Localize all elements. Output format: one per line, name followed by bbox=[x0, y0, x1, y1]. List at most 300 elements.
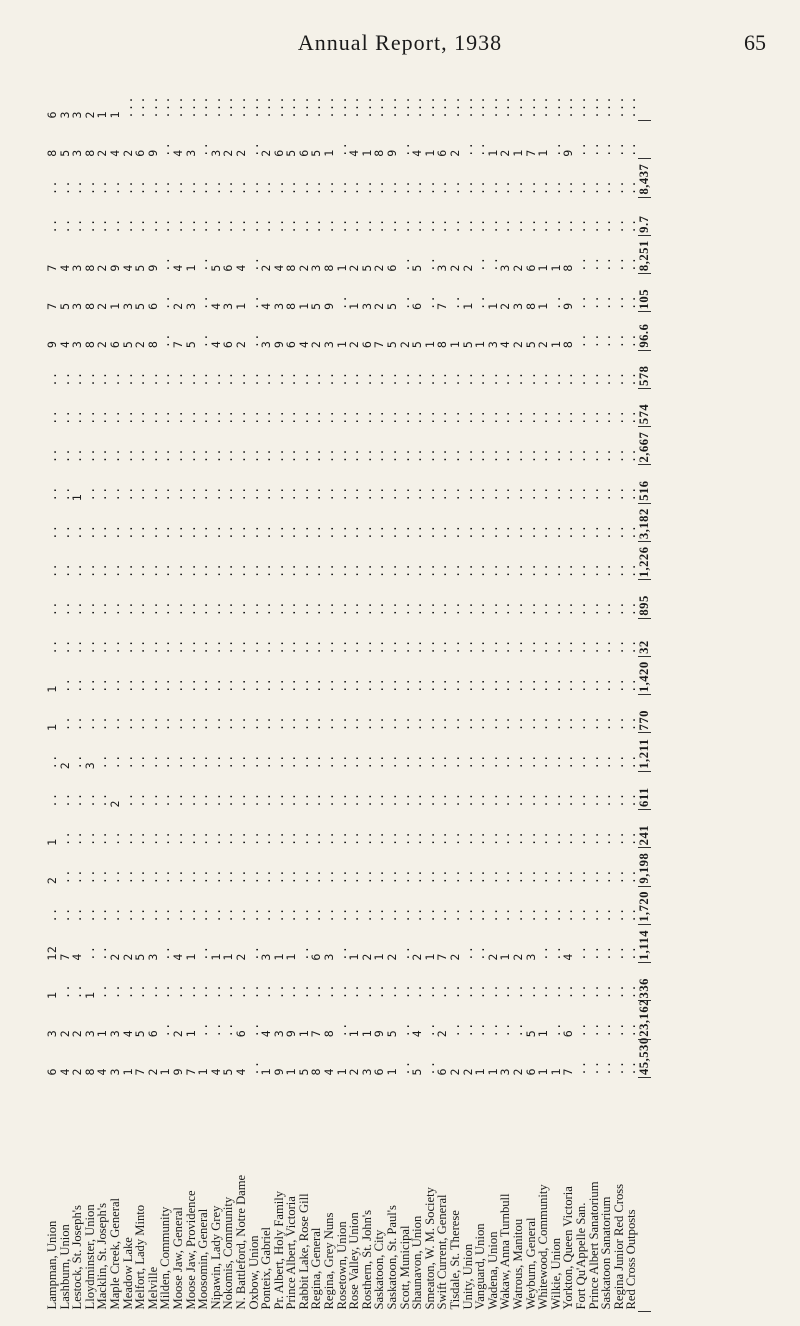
stat-cell: .. bbox=[133, 983, 148, 999]
stat-cell: .. bbox=[385, 448, 400, 463]
stat-cell: .. bbox=[422, 562, 437, 578]
stat-cell: .. bbox=[460, 180, 475, 196]
stat-cell: 1 bbox=[347, 953, 362, 961]
stat-cell: .. bbox=[448, 907, 462, 923]
stat-cell: .. bbox=[372, 562, 387, 578]
hospital-name: Regina, Grey Nuns bbox=[322, 1212, 337, 1310]
stat-cell: .. bbox=[322, 754, 337, 770]
stat-cell: 1 bbox=[536, 264, 551, 272]
stat-cell: 7 bbox=[435, 302, 450, 310]
stat-cell: .. bbox=[510, 1022, 525, 1038]
stat-cell: 3 bbox=[498, 1068, 513, 1076]
stat-cell: .. bbox=[208, 371, 223, 387]
stat-cell: .. bbox=[422, 256, 437, 272]
stat-cell: .. bbox=[45, 907, 59, 923]
stat-cell: .. bbox=[82, 180, 97, 196]
stat-cell: .. bbox=[498, 409, 513, 425]
stat-cell: ... bbox=[208, 96, 223, 119]
stat-cell: .. bbox=[70, 639, 85, 655]
stat-cell: .. bbox=[208, 448, 223, 463]
stat-cell: .. bbox=[485, 562, 500, 578]
stat-cell: 7 bbox=[45, 302, 59, 310]
stat-cell: 1 bbox=[322, 149, 337, 157]
stat-cell: .. bbox=[246, 677, 261, 693]
hospital-name: Lampman, Union bbox=[45, 1220, 59, 1310]
stat-cell: .. bbox=[145, 180, 160, 196]
stat-cell: .. bbox=[548, 141, 563, 157]
stat-cell: .. bbox=[599, 256, 614, 272]
stat-cell: .. bbox=[284, 754, 299, 770]
stat-cell: .. bbox=[410, 180, 425, 196]
stat-cell: .. bbox=[196, 409, 211, 425]
stat-cell: .. bbox=[221, 869, 236, 885]
table-row bbox=[512, 82, 525, 1312]
stat-cell: 9 bbox=[372, 1029, 387, 1038]
stat-cell: .. bbox=[70, 754, 85, 770]
stat-cell: .. bbox=[107, 524, 122, 540]
stat-cell: .. bbox=[221, 639, 236, 655]
stat-cell: 2 bbox=[95, 302, 110, 310]
stat-cell: .. bbox=[120, 218, 135, 234]
stat-cell: 1 bbox=[208, 953, 223, 961]
stat-cell: 1 bbox=[385, 1068, 400, 1076]
stat-cell: .. bbox=[158, 1022, 173, 1038]
stat-cell: .. bbox=[611, 601, 626, 617]
stat-cell: .. bbox=[221, 562, 236, 578]
stat-cell: .. bbox=[624, 409, 639, 425]
stat-cell: .. bbox=[498, 371, 513, 387]
stat-cell: ... bbox=[259, 96, 274, 119]
stat-cell: .. bbox=[309, 371, 324, 387]
total-cell: 574 bbox=[638, 388, 651, 426]
stat-cell: .. bbox=[284, 792, 299, 808]
stat-cell: .. bbox=[460, 716, 475, 731]
stat-cell: .. bbox=[448, 639, 462, 655]
stat-cell: .. bbox=[485, 218, 500, 234]
stat-cell: .. bbox=[259, 409, 274, 425]
stat-cell: .. bbox=[422, 294, 437, 310]
stat-cell: 1 bbox=[107, 302, 122, 310]
hospital-name: Scott, Municipal bbox=[397, 1225, 412, 1310]
stat-cell: .. bbox=[561, 716, 576, 731]
stat-cell: .. bbox=[334, 218, 349, 234]
stat-cell: 1 bbox=[120, 1068, 135, 1076]
stat-cell: .. bbox=[221, 830, 236, 846]
stat-cell: ... bbox=[397, 96, 412, 119]
stat-cell: .. bbox=[133, 830, 148, 846]
stat-cell: .. bbox=[158, 524, 173, 540]
stat-cell: .. bbox=[208, 1022, 223, 1038]
stat-cell: 2 bbox=[460, 1068, 475, 1076]
total-cell: 96.6 bbox=[638, 312, 651, 350]
stat-cell: .. bbox=[309, 907, 324, 923]
stat-cell: .. bbox=[611, 256, 626, 272]
stat-cell: .. bbox=[599, 448, 614, 463]
stat-cell: .. bbox=[309, 639, 324, 655]
stat-cell: .. bbox=[586, 792, 601, 808]
stat-cell: .. bbox=[536, 830, 551, 846]
stat-cell: 1 bbox=[498, 953, 513, 961]
stat-cell: 5 bbox=[309, 302, 324, 310]
stat-cell: 2 bbox=[95, 340, 110, 349]
stat-cell: .. bbox=[473, 792, 488, 808]
stat-cell: .. bbox=[448, 524, 462, 540]
stat-cell: .. bbox=[246, 907, 261, 923]
stat-cell: 5 bbox=[120, 340, 135, 349]
stat-cell: .. bbox=[397, 639, 412, 655]
stat-cell: 5 bbox=[523, 340, 538, 349]
stat-cell: 7 bbox=[133, 1068, 148, 1076]
table-row bbox=[235, 82, 248, 1312]
stat-cell: .. bbox=[309, 218, 324, 234]
stat-cell: .. bbox=[120, 830, 135, 846]
stat-cell: .. bbox=[133, 218, 148, 234]
stat-cell: .. bbox=[523, 218, 538, 234]
stat-cell: .. bbox=[45, 409, 59, 425]
stat-cell: 6 bbox=[296, 149, 311, 157]
stat-cell: .. bbox=[284, 524, 299, 540]
table-row bbox=[474, 82, 487, 1312]
stat-cell: .. bbox=[57, 792, 72, 808]
hospital-name: Meadow Lake bbox=[120, 1237, 135, 1310]
stat-cell: 6 bbox=[107, 340, 122, 349]
stat-cell: .. bbox=[196, 792, 211, 808]
stat-cell: .. bbox=[435, 601, 450, 617]
stat-cell: 1 bbox=[45, 991, 59, 999]
stat-cell: .. bbox=[523, 677, 538, 693]
stat-cell: .. bbox=[183, 677, 198, 693]
stat-cell: .. bbox=[397, 1022, 412, 1038]
stat-cell: .. bbox=[397, 677, 412, 693]
stat-cell: .. bbox=[57, 907, 72, 923]
stat-cell: .. bbox=[183, 486, 198, 502]
stat-cell: 3 bbox=[82, 1029, 97, 1038]
stat-cell: .. bbox=[271, 677, 286, 693]
stat-cell: .. bbox=[208, 907, 223, 923]
stat-cell: .. bbox=[573, 830, 588, 846]
stat-cell: .. bbox=[196, 983, 211, 999]
stat-cell: 6 bbox=[523, 1068, 538, 1076]
stat-cell: .. bbox=[611, 792, 626, 808]
stat-cell: .. bbox=[422, 639, 437, 655]
stat-cell: .. bbox=[246, 371, 261, 387]
stat-cell: .. bbox=[410, 601, 425, 617]
stat-cell: .. bbox=[208, 639, 223, 655]
stat-cell: 8 bbox=[523, 302, 538, 310]
stat-cell: .. bbox=[410, 371, 425, 387]
stat-cell: .. bbox=[536, 524, 551, 540]
stat-cell: .. bbox=[573, 601, 588, 617]
stat-cell: ... bbox=[611, 96, 626, 119]
stat-cell: .. bbox=[586, 677, 601, 693]
stat-cell: .. bbox=[561, 409, 576, 425]
stat-cell: .. bbox=[158, 141, 173, 157]
stat-cell: ... bbox=[410, 96, 425, 119]
stat-cell: 1 bbox=[45, 723, 59, 731]
stat-cell: .. bbox=[296, 907, 311, 923]
stat-cell: .. bbox=[498, 1022, 513, 1038]
stat-cell: .. bbox=[460, 562, 475, 578]
stat-cell: .. bbox=[372, 907, 387, 923]
stat-cell: ... bbox=[271, 96, 286, 119]
stat-cell: 5 bbox=[385, 1029, 400, 1038]
stat-cell: .. bbox=[233, 830, 248, 846]
stat-cell: .. bbox=[208, 869, 223, 885]
table-row bbox=[537, 82, 550, 1312]
stat-cell: .. bbox=[95, 754, 110, 770]
stat-cell: .. bbox=[510, 218, 525, 234]
stat-cell: .. bbox=[309, 983, 324, 999]
stat-cell: .. bbox=[548, 448, 563, 463]
stat-cell: .. bbox=[120, 486, 135, 502]
stat-cell: .. bbox=[158, 371, 173, 387]
stat-cell: .. bbox=[359, 754, 374, 770]
stat-cell: 4 bbox=[233, 264, 248, 272]
stat-cell: .. bbox=[448, 486, 462, 502]
stat-cell: .. bbox=[485, 830, 500, 846]
stat-cell: 6 bbox=[359, 340, 374, 349]
stat-cell: .. bbox=[259, 792, 274, 808]
stat-cell: .. bbox=[611, 218, 626, 234]
stat-cell: 8 bbox=[372, 149, 387, 157]
stat-cell: .. bbox=[322, 983, 337, 999]
stat-cell: .. bbox=[271, 601, 286, 617]
stat-cell: .. bbox=[624, 524, 639, 540]
stat-cell: 3 bbox=[82, 761, 97, 770]
stat-cell: .. bbox=[422, 486, 437, 502]
stat-cell: .. bbox=[322, 409, 337, 425]
stat-cell: .. bbox=[397, 983, 412, 999]
stat-cell: .. bbox=[284, 371, 299, 387]
stat-cell: .. bbox=[334, 371, 349, 387]
stat-cell: .. bbox=[548, 754, 563, 770]
stat-cell: .. bbox=[397, 1060, 412, 1076]
stat-cell: 9 bbox=[145, 264, 160, 272]
stat-cell: .. bbox=[347, 639, 362, 655]
stat-cell: .. bbox=[158, 983, 173, 999]
stat-cell: ... bbox=[284, 96, 299, 119]
stat-cell: .. bbox=[70, 180, 85, 196]
stat-cell: 4 bbox=[95, 1068, 110, 1076]
stat-cell: .. bbox=[233, 792, 248, 808]
stat-cell: .. bbox=[385, 639, 400, 655]
stat-cell: .. bbox=[347, 869, 362, 885]
stat-cell: .. bbox=[435, 448, 450, 463]
stat-cell: .. bbox=[510, 716, 525, 731]
stat-cell: .. bbox=[133, 907, 148, 923]
stat-cell: .. bbox=[397, 869, 412, 885]
stat-cell: .. bbox=[485, 639, 500, 655]
stat-cell: .. bbox=[385, 218, 400, 234]
stat-cell: .. bbox=[536, 983, 551, 999]
total-cell: 3,182 bbox=[638, 503, 651, 541]
stat-cell: .. bbox=[296, 639, 311, 655]
stat-cell: .. bbox=[82, 371, 97, 387]
stat-cell: .. bbox=[284, 180, 299, 196]
stat-cell: 6 bbox=[233, 1029, 248, 1038]
hospital-name: Macklin, St. Joseph's bbox=[95, 1202, 110, 1310]
stat-cell: 1 bbox=[183, 264, 198, 272]
stat-cell: .. bbox=[95, 983, 110, 999]
stat-cell: .. bbox=[385, 983, 400, 999]
stat-cell: .. bbox=[259, 716, 274, 731]
stat-cell: .. bbox=[170, 486, 185, 502]
stat-cell: .. bbox=[95, 448, 110, 463]
stat-cell: .. bbox=[448, 371, 462, 387]
stat-cell: .. bbox=[145, 371, 160, 387]
stat-cell: .. bbox=[196, 524, 211, 540]
stat-cell: .. bbox=[460, 677, 475, 693]
hospital-name: Moosomin, General bbox=[196, 1208, 211, 1310]
stat-cell: .. bbox=[561, 371, 576, 387]
stat-cell: .. bbox=[397, 256, 412, 272]
stat-cell: 6 bbox=[271, 149, 286, 157]
stat-cell: .. bbox=[586, 371, 601, 387]
stat-cell: .. bbox=[561, 218, 576, 234]
stat-cell: .. bbox=[611, 983, 626, 999]
stat-cell: .. bbox=[611, 677, 626, 693]
stat-cell: .. bbox=[259, 524, 274, 540]
stat-cell: .. bbox=[599, 180, 614, 196]
stat-cell: .. bbox=[624, 562, 639, 578]
stat-cell: .. bbox=[334, 677, 349, 693]
stat-cell: .. bbox=[624, 448, 639, 463]
stat-cell: 3 bbox=[271, 1029, 286, 1038]
stat-cell: .. bbox=[624, 907, 639, 923]
stat-cell: .. bbox=[586, 907, 601, 923]
stat-cell: .. bbox=[397, 754, 412, 770]
stat-cell: .. bbox=[208, 218, 223, 234]
stat-cell: .. bbox=[385, 754, 400, 770]
stat-cell: .. bbox=[586, 983, 601, 999]
stat-cell: .. bbox=[510, 524, 525, 540]
stat-cell: .. bbox=[120, 562, 135, 578]
stat-cell: .. bbox=[347, 562, 362, 578]
hospital-name: Ponteix, Gabriel bbox=[259, 1226, 274, 1310]
stat-cell: .. bbox=[498, 754, 513, 770]
stat-cell: .. bbox=[536, 486, 551, 502]
stat-cell: 3 bbox=[45, 1029, 59, 1038]
stat-cell: 3 bbox=[183, 149, 198, 157]
stat-cell: .. bbox=[347, 486, 362, 502]
stat-cell: 2 bbox=[170, 1029, 185, 1038]
stat-cell: .. bbox=[208, 562, 223, 578]
table-row bbox=[323, 82, 336, 1312]
stat-cell: .. bbox=[372, 716, 387, 731]
stat-cell: .. bbox=[460, 448, 475, 463]
stat-cell: 12 bbox=[45, 945, 59, 961]
stat-cell: 6 bbox=[410, 302, 425, 310]
stat-cell: 6 bbox=[309, 953, 324, 961]
stat-cell: .. bbox=[221, 371, 236, 387]
stat-cell: .. bbox=[536, 180, 551, 196]
stat-cell: .. bbox=[221, 792, 236, 808]
stat-cell: 3 bbox=[309, 264, 324, 272]
stat-cell: .. bbox=[246, 601, 261, 617]
stat-cell: .. bbox=[170, 677, 185, 693]
stat-cell: .. bbox=[233, 754, 248, 770]
stat-cell: ... bbox=[586, 96, 601, 119]
stat-cell: 8 bbox=[145, 340, 160, 349]
stat-cell: .. bbox=[145, 486, 160, 502]
stat-cell: .. bbox=[372, 983, 387, 999]
stat-cell: .. bbox=[170, 983, 185, 999]
stat-cell: .. bbox=[334, 1022, 349, 1038]
stat-cell: ... bbox=[460, 96, 475, 119]
stat-cell: .. bbox=[422, 792, 437, 808]
stat-cell: .. bbox=[359, 830, 374, 846]
stat-cell: 2 bbox=[133, 340, 148, 349]
stat-cell: .. bbox=[435, 180, 450, 196]
stat-cell: .. bbox=[473, 448, 488, 463]
stat-cell: .. bbox=[196, 907, 211, 923]
stat-cell: .. bbox=[158, 869, 173, 885]
stat-cell: .. bbox=[233, 486, 248, 502]
stat-cell: .. bbox=[586, 1022, 601, 1038]
stat-cell: .. bbox=[485, 869, 500, 885]
stat-cell: .. bbox=[284, 218, 299, 234]
stat-cell: .. bbox=[133, 562, 148, 578]
stat-cell: .. bbox=[548, 562, 563, 578]
hospital-name: Rabbit Lake, Rose Gill bbox=[296, 1193, 311, 1310]
hospital-name: Lloydminster, Union bbox=[82, 1204, 97, 1310]
stat-cell: .. bbox=[334, 562, 349, 578]
stat-cell: .. bbox=[372, 486, 387, 502]
statistics-table-region bbox=[46, 82, 760, 1312]
hospital-name: Yorkton, Queen Victoria bbox=[561, 1186, 576, 1310]
stat-cell: .. bbox=[498, 869, 513, 885]
table-row bbox=[449, 82, 462, 1312]
stat-cell: .. bbox=[158, 448, 173, 463]
stat-cell: ... bbox=[334, 96, 349, 119]
stat-cell: .. bbox=[271, 869, 286, 885]
stat-cell: .. bbox=[523, 409, 538, 425]
stat-cell: .. bbox=[107, 486, 122, 502]
stat-cell: .. bbox=[95, 945, 110, 961]
stat-cell: .. bbox=[334, 639, 349, 655]
stat-cell: .. bbox=[473, 945, 488, 961]
stat-cell: 8 bbox=[284, 264, 299, 272]
stat-cell: .. bbox=[133, 601, 148, 617]
stat-cell: .. bbox=[536, 218, 551, 234]
stat-cell: .. bbox=[133, 754, 148, 770]
stat-cell: 2 bbox=[82, 110, 97, 119]
stat-cell: .. bbox=[410, 448, 425, 463]
stat-cell: .. bbox=[120, 639, 135, 655]
stat-cell: .. bbox=[183, 180, 198, 196]
stat-cell: 4 bbox=[107, 149, 122, 157]
stat-cell: 6 bbox=[145, 302, 160, 310]
stat-cell: ... bbox=[233, 96, 248, 119]
stat-cell: .. bbox=[359, 983, 374, 999]
stat-cell: .. bbox=[536, 448, 551, 463]
stat-cell: .. bbox=[208, 409, 223, 425]
stat-cell: 4 bbox=[57, 264, 72, 272]
stat-cell: .. bbox=[221, 983, 236, 999]
stat-cell: 3 bbox=[259, 953, 274, 961]
stat-cell: .. bbox=[473, 256, 488, 272]
stat-cell: .. bbox=[460, 792, 475, 808]
stat-cell: .. bbox=[548, 639, 563, 655]
hospital-name: Wadena, Union bbox=[485, 1231, 500, 1310]
stat-cell: .. bbox=[510, 754, 525, 770]
stat-cell: .. bbox=[183, 830, 198, 846]
stat-cell: .. bbox=[624, 1060, 639, 1076]
stat-cell: .. bbox=[599, 486, 614, 502]
stat-cell: .. bbox=[624, 141, 639, 157]
stat-cell: ... bbox=[435, 96, 450, 119]
stat-cell: 5 bbox=[183, 340, 198, 349]
